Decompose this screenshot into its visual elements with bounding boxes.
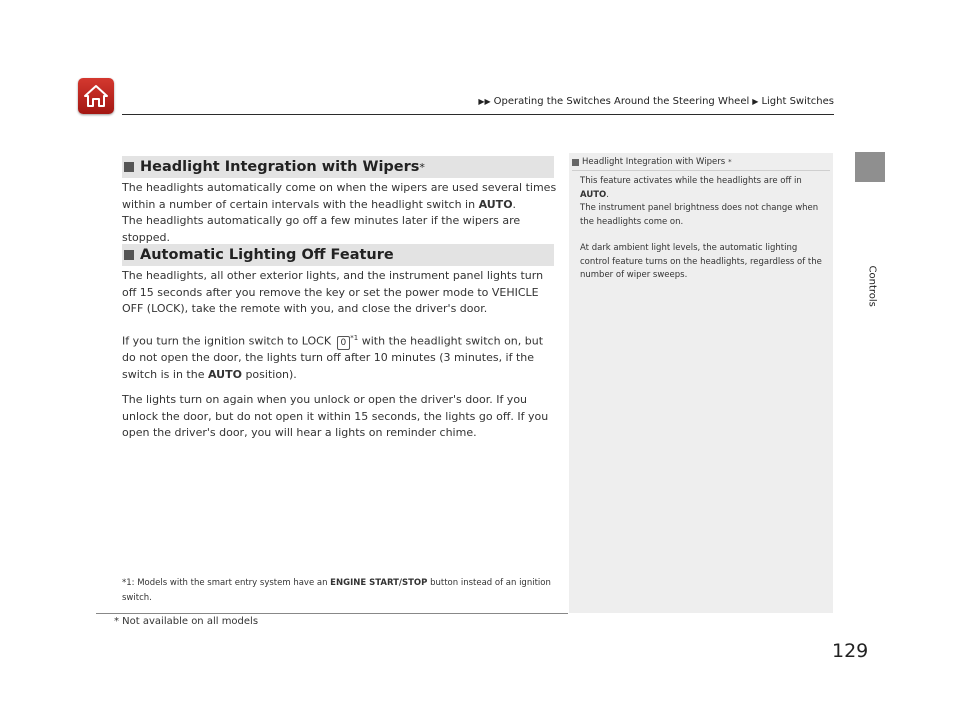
text: If you turn the ignition switch to LOCK — [122, 334, 335, 348]
breadcrumb — [478, 96, 834, 107]
text: Headlight Integration with Wipers — [582, 157, 726, 167]
section-square-icon — [124, 250, 134, 260]
section-heading-auto-off — [122, 244, 554, 266]
not-available-note: * Not available on all models — [114, 616, 259, 627]
text: button instead of an ignition switch. — [122, 578, 551, 603]
double-triangle-icon: ▶▶ — [478, 97, 491, 106]
auto-label: AUTO — [478, 197, 513, 211]
breadcrumb-item[interactable]: Operating the Switches Around the Steering Wheel — [493, 96, 750, 107]
side-note-title[interactable] — [572, 157, 732, 167]
page-number: 129 — [832, 640, 869, 662]
footnote — [122, 576, 562, 606]
side-note-divider — [572, 170, 830, 171]
paragraph-auto-off-3: The lights turn on again when you unlock or open the driver's door. If you unlock the door, but do not open it within 15 seconds, the lights go off. If you open the driver's door, you will hear a lights on reminder chime. — [122, 393, 549, 439]
text: position). — [241, 367, 297, 381]
text: The headlights automatically come on when the wipers are used several times within a number of certain intervals with the headlight switch in — [122, 181, 557, 211]
section-heading-wipers — [122, 156, 554, 178]
footnote-star: * — [419, 160, 425, 174]
footnote-ref[interactable]: *1 — [350, 334, 359, 342]
home-icon — [83, 84, 109, 108]
section-square-icon — [124, 162, 134, 172]
button-name: ENGINE START/STOP — [330, 578, 428, 588]
header-divider — [122, 114, 834, 115]
home-button[interactable] — [78, 78, 114, 114]
text: The headlights automatically go off a few minutes later if the wipers are stopped. — [122, 214, 521, 244]
footnote-star: * — [728, 158, 732, 166]
note-line: At dark ambient light levels, the automatic lighting control feature turns on the headlights, regardless of the number of wiper sweeps. — [580, 243, 822, 280]
breadcrumb-item[interactable]: Light Switches — [761, 96, 834, 107]
auto-label: AUTO — [207, 367, 242, 381]
chapter-tab-label[interactable]: Controls — [866, 265, 878, 307]
text: with the headlight switch on, but do not open the door, the lights turn off after 10 minutes (3 minutes, if the switch is in the — [122, 334, 544, 381]
note-marker-icon — [572, 159, 579, 166]
paragraph-auto-off-1: The headlights, all other exterior lights, and the instrument panel lights turn off 15 seconds after you remove the key or set the power mode to VEHICLE OFF (LOCK), take the remote with you, and close the driver's door. — [122, 269, 544, 315]
lock-switch-symbol: 0 — [337, 336, 351, 350]
note-line: The instrument panel brightness does not change when the headlights come on. — [580, 203, 819, 227]
note-line: This feature activates while the headlights are off in AUTO. — [580, 176, 802, 200]
section-title: Automatic Lighting Off Feature — [140, 247, 394, 263]
paragraph-wipers — [122, 180, 558, 246]
chapter-tab-marker — [855, 152, 885, 182]
text: *1: Models with the smart entry system have an — [122, 578, 331, 588]
side-note-body — [580, 175, 824, 283]
section-title: Headlight Integration with Wipers — [140, 159, 420, 175]
footer-divider — [96, 613, 568, 614]
text: . — [512, 197, 517, 211]
triangle-icon: ▶ — [752, 97, 759, 106]
paragraph-auto-off-2 — [122, 330, 558, 383]
